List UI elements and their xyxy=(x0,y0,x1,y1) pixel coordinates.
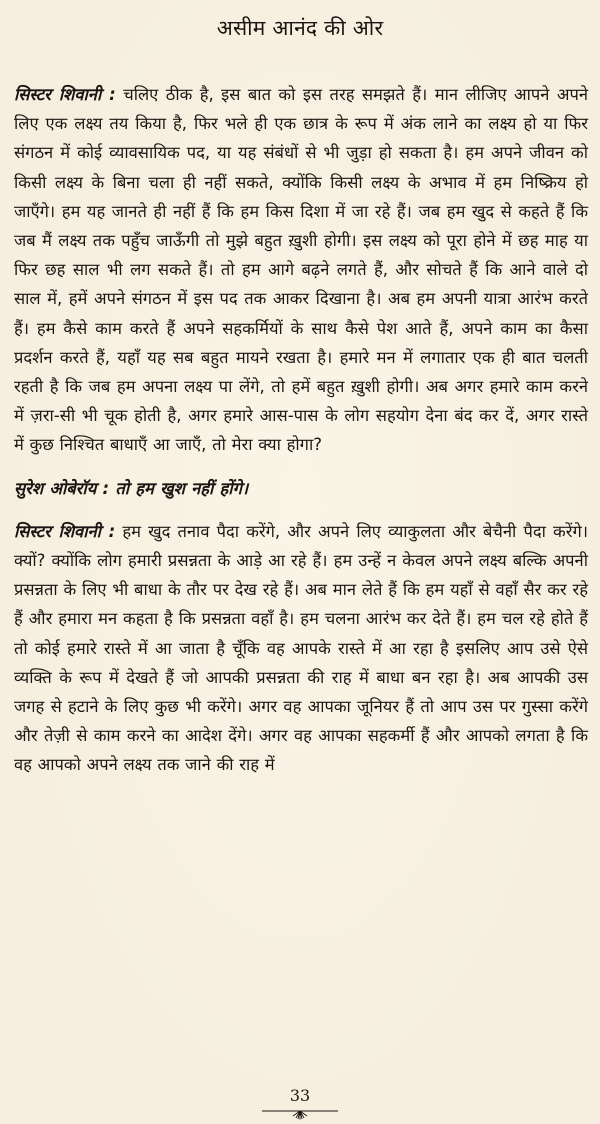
paragraph-text-3: हम खुद तनाव पैदा करेंगे, और अपने लिए व्याकुलता और बेचैनी पैदा करेंगे। क्यों? क्योंकि लोग हमारी प्रसन्नता के आड़े आ रहे हैं। हम उन्हें न केवल अपने लक्ष्य बल्कि अपनी प्रसन्नता के लिए भी बाधा के तौर पर देख रहे हैं। अब मान लेते हैं कि हम यहाँ से वहाँ सैर कर रहे हैं और हमारा मन कहता है कि प्रसन्नता वहाँ है। हम चलना आरंभ कर देते हैं। हम चल रहे होते हैं तो कोई हमारे रास्ते में आ जाता है चूँकि वह आपके रास्ते में आ रहा है इसलिए आप उसे ऐसे व्यक्ति के रूप में देखते हैं जो आपकी प्रसन्नता की राह में बाधा बन रहा है। अब आपकी उस जगह से हटाने के लिए कुछ भी करेंगे। अगर वह आपका जूनियर हैं तो आप उस पर गुस्सा करेंगे और तेज़ी से काम करने का आदेश देंगे। अगर वह आपका सहकर्मी हैं और आपको लगता है कि वह आपको अपने लक्ष्य तक जाने की राह में xyxy=(14,521,588,775)
page-footer xyxy=(0,1086,600,1120)
paragraph-text-1: चलिए ठीक है, इस बात को इस तरह समझते हैं। मान लीजिए आपने अपने लिए एक लक्ष्य तय किया है, फिर भले ही एक छात्र के रूप में अंक लाने का लक्ष्य हो या फिर संगठन में कोई व्यावसायिक पद, या यह संबंधों से भी जुड़ा हो सकता है। हम अपने जीवन को किसी लक्ष्य के बिना चला ही नहीं सकते, क्योंकि किसी लक्ष्य के अभाव में हम निष्क्रिय हो जाएँगे। हम यह जानते ही नहीं हैं कि हम किस दिशा में जा रहे हैं। जब हम खुद से कहते हैं कि जब मैं लक्ष्य तक पहुँच जाऊँगी तो मुझे बहुत ख़ुशी होगी। इस लक्ष्य को पूरा होने में छह माह या फिर छह साल भी लग सकते हैं। तो हम आगे बढ़ने लगते हैं, और सोचते हैं कि आने वाले दो साल में, हमें अपने संगठन में इस पद तक आकर दिखाना है। अब हम अपनी यात्रा आरंभ करते हैं। हम कैसे काम करते हैं अपने सहकर्मियों के साथ कैसे पेश आते हैं, अपने काम का कैसा प्रदर्शन करते हैं, यहाँ यह सब बहुत मायने रखता है। हमारे मन में लगातार एक ही बात चलती रहती है कि जब हम अपना लक्ष्य पा लेंगे, तो हमें बहुत ख़ुशी होगी। अब अगर हमारे काम करने में ज़रा-सी भी चूक होती है, अगर हमारे आस-पास के लोग सहयोग देना बंद कर दें, अगर रास्ते में कुछ निश्चित बाधाएँ आ जाएँ, तो मेरा क्या होगा? xyxy=(14,85,588,455)
speaker-label-3: सिस्टर शिवानी : xyxy=(14,521,116,541)
footer-ornament-icon xyxy=(260,1108,340,1120)
running-head-title: असीम आनंद की ओर xyxy=(216,16,384,40)
speaker-label-1: सिस्टर शिवानी : xyxy=(14,85,116,104)
dialogue-paragraph-3 xyxy=(14,517,588,780)
paragraph-text-2: तो हम खुश नहीं होंगे। xyxy=(109,478,249,498)
dialogue-paragraph-2 xyxy=(14,474,588,503)
page-number: 33 xyxy=(289,1086,311,1105)
speaker-label-2: सुरेश ओबेरॉय : xyxy=(14,478,110,498)
dialogue-paragraph-1 xyxy=(14,80,588,460)
body-text xyxy=(14,80,588,780)
